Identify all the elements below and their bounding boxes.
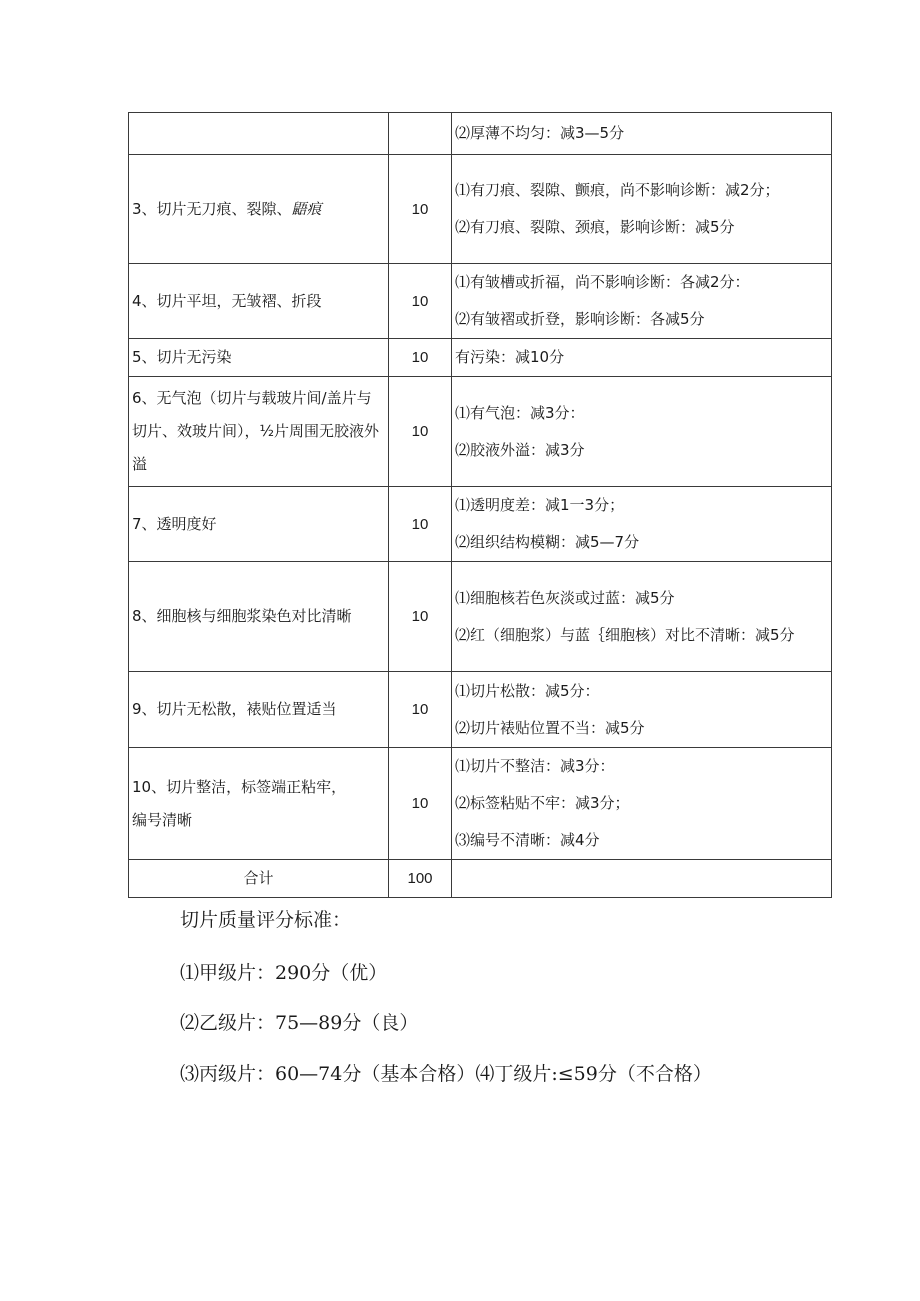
table-row	[129, 672, 832, 748]
standard-line: ⑵乙级片：75—89分（良）	[180, 1012, 419, 1034]
score-cell: 10	[389, 339, 452, 377]
deduction-line: ⑴有皱槽或折福，尚不影响诊断：各减2分：	[455, 273, 750, 291]
deduction-line: ⑵红（细胞浆）与蓝｛细胞核）对比不清晰：减5分	[455, 625, 795, 644]
score-cell: 10	[389, 672, 452, 748]
deduction-cell	[452, 672, 832, 748]
deduction-line: ⑴有气泡：减3分：	[455, 403, 585, 422]
deduction-line: ⑴切片松散：减5分：	[455, 681, 600, 700]
italic-term: 鼯痕	[291, 199, 322, 218]
item-cell: 4、切片平坦，无皱褶、折段	[129, 264, 389, 339]
score-cell	[389, 113, 452, 155]
deduction-line: ⑵切片裱贴位置不当：减5分	[455, 718, 645, 737]
item-cell: 8、细胞核与细胞浆染色对比清晰	[129, 562, 389, 672]
deduction-line: ⑴透明度差：减1一3分；	[455, 496, 625, 514]
deduction-line: ⑵胶液外溢：减3分	[455, 440, 585, 459]
deduction-cell	[452, 562, 832, 672]
item-cell	[129, 113, 389, 155]
score-cell: 10	[389, 748, 452, 860]
deduction-line: ⑵组织结构模糊：减5—7分	[455, 533, 640, 551]
deduction-line: ⑵有刀痕、裂隙、颈痕，影响诊断：减5分	[455, 218, 735, 236]
scoring-table	[128, 112, 832, 898]
deduction-line: ⑴细胞核若色灰淡或过蓝：减5分	[455, 588, 675, 607]
total-label: 合计	[129, 860, 389, 898]
deduction-cell	[452, 155, 832, 264]
table-row	[129, 155, 832, 264]
table-row	[129, 377, 832, 487]
score-cell: 10	[389, 155, 452, 264]
table-row	[129, 113, 832, 155]
standards-heading: 切片质量评分标准：	[180, 909, 352, 931]
total-row	[129, 860, 832, 898]
score-cell: 10	[389, 377, 452, 487]
item-cell: 10、切片整洁，标签端正粘牢， 编号清晰	[129, 748, 389, 860]
score-cell: 10	[389, 562, 452, 672]
table-row	[129, 487, 832, 562]
empty-cell	[452, 860, 832, 898]
score-cell: 10	[389, 487, 452, 562]
deduction-cell	[452, 264, 832, 339]
table-row	[129, 562, 832, 672]
deduction-line: ⑵有皱褶或折登，影响诊断：各减5分	[455, 310, 705, 328]
deduction-line: 有污染：减10分	[455, 348, 565, 366]
table-row	[129, 339, 832, 377]
total-score: 100	[389, 860, 452, 898]
standard-line: ⑶丙级片：60—74分（基本合格）⑷丁级片:≤59分（不合格）	[180, 1063, 712, 1085]
score-cell: 10	[389, 264, 452, 339]
deduction-cell	[452, 377, 832, 487]
deduction-line: ⑴切片不整洁：减3分：	[455, 757, 615, 775]
standard-line: ⑴甲级片：290分（优）	[180, 962, 388, 984]
deduction-line: ⑶编号不清晰：减4分	[455, 831, 600, 849]
deduction-cell	[452, 113, 832, 155]
item-cell: 9、切片无松散，裱贴位置适当	[129, 672, 389, 748]
item-cell: 5、切片无污染	[129, 339, 389, 377]
deduction-cell	[452, 339, 832, 377]
deduction-line: ⑵标签粘贴不牢：减3分；	[455, 794, 630, 812]
item-cell: 7、透明度好	[129, 487, 389, 562]
item-cell: 3、切片无刀痕、裂隙、鼯痕	[129, 155, 389, 264]
table-row	[129, 264, 832, 339]
table-row	[129, 748, 832, 860]
deduction-line: ⑴有刀痕、裂隙、颤痕，尚不影响诊断：减2分；	[455, 181, 780, 199]
deduction-cell	[452, 748, 832, 860]
deduction-line: ⑵厚薄不均匀：减3—5分	[455, 124, 625, 142]
deduction-cell	[452, 487, 832, 562]
item-cell: 6、无气泡（切片与载玻片间/盖片与切片、效玻片间），½片周围无胶液外溢	[129, 377, 389, 487]
